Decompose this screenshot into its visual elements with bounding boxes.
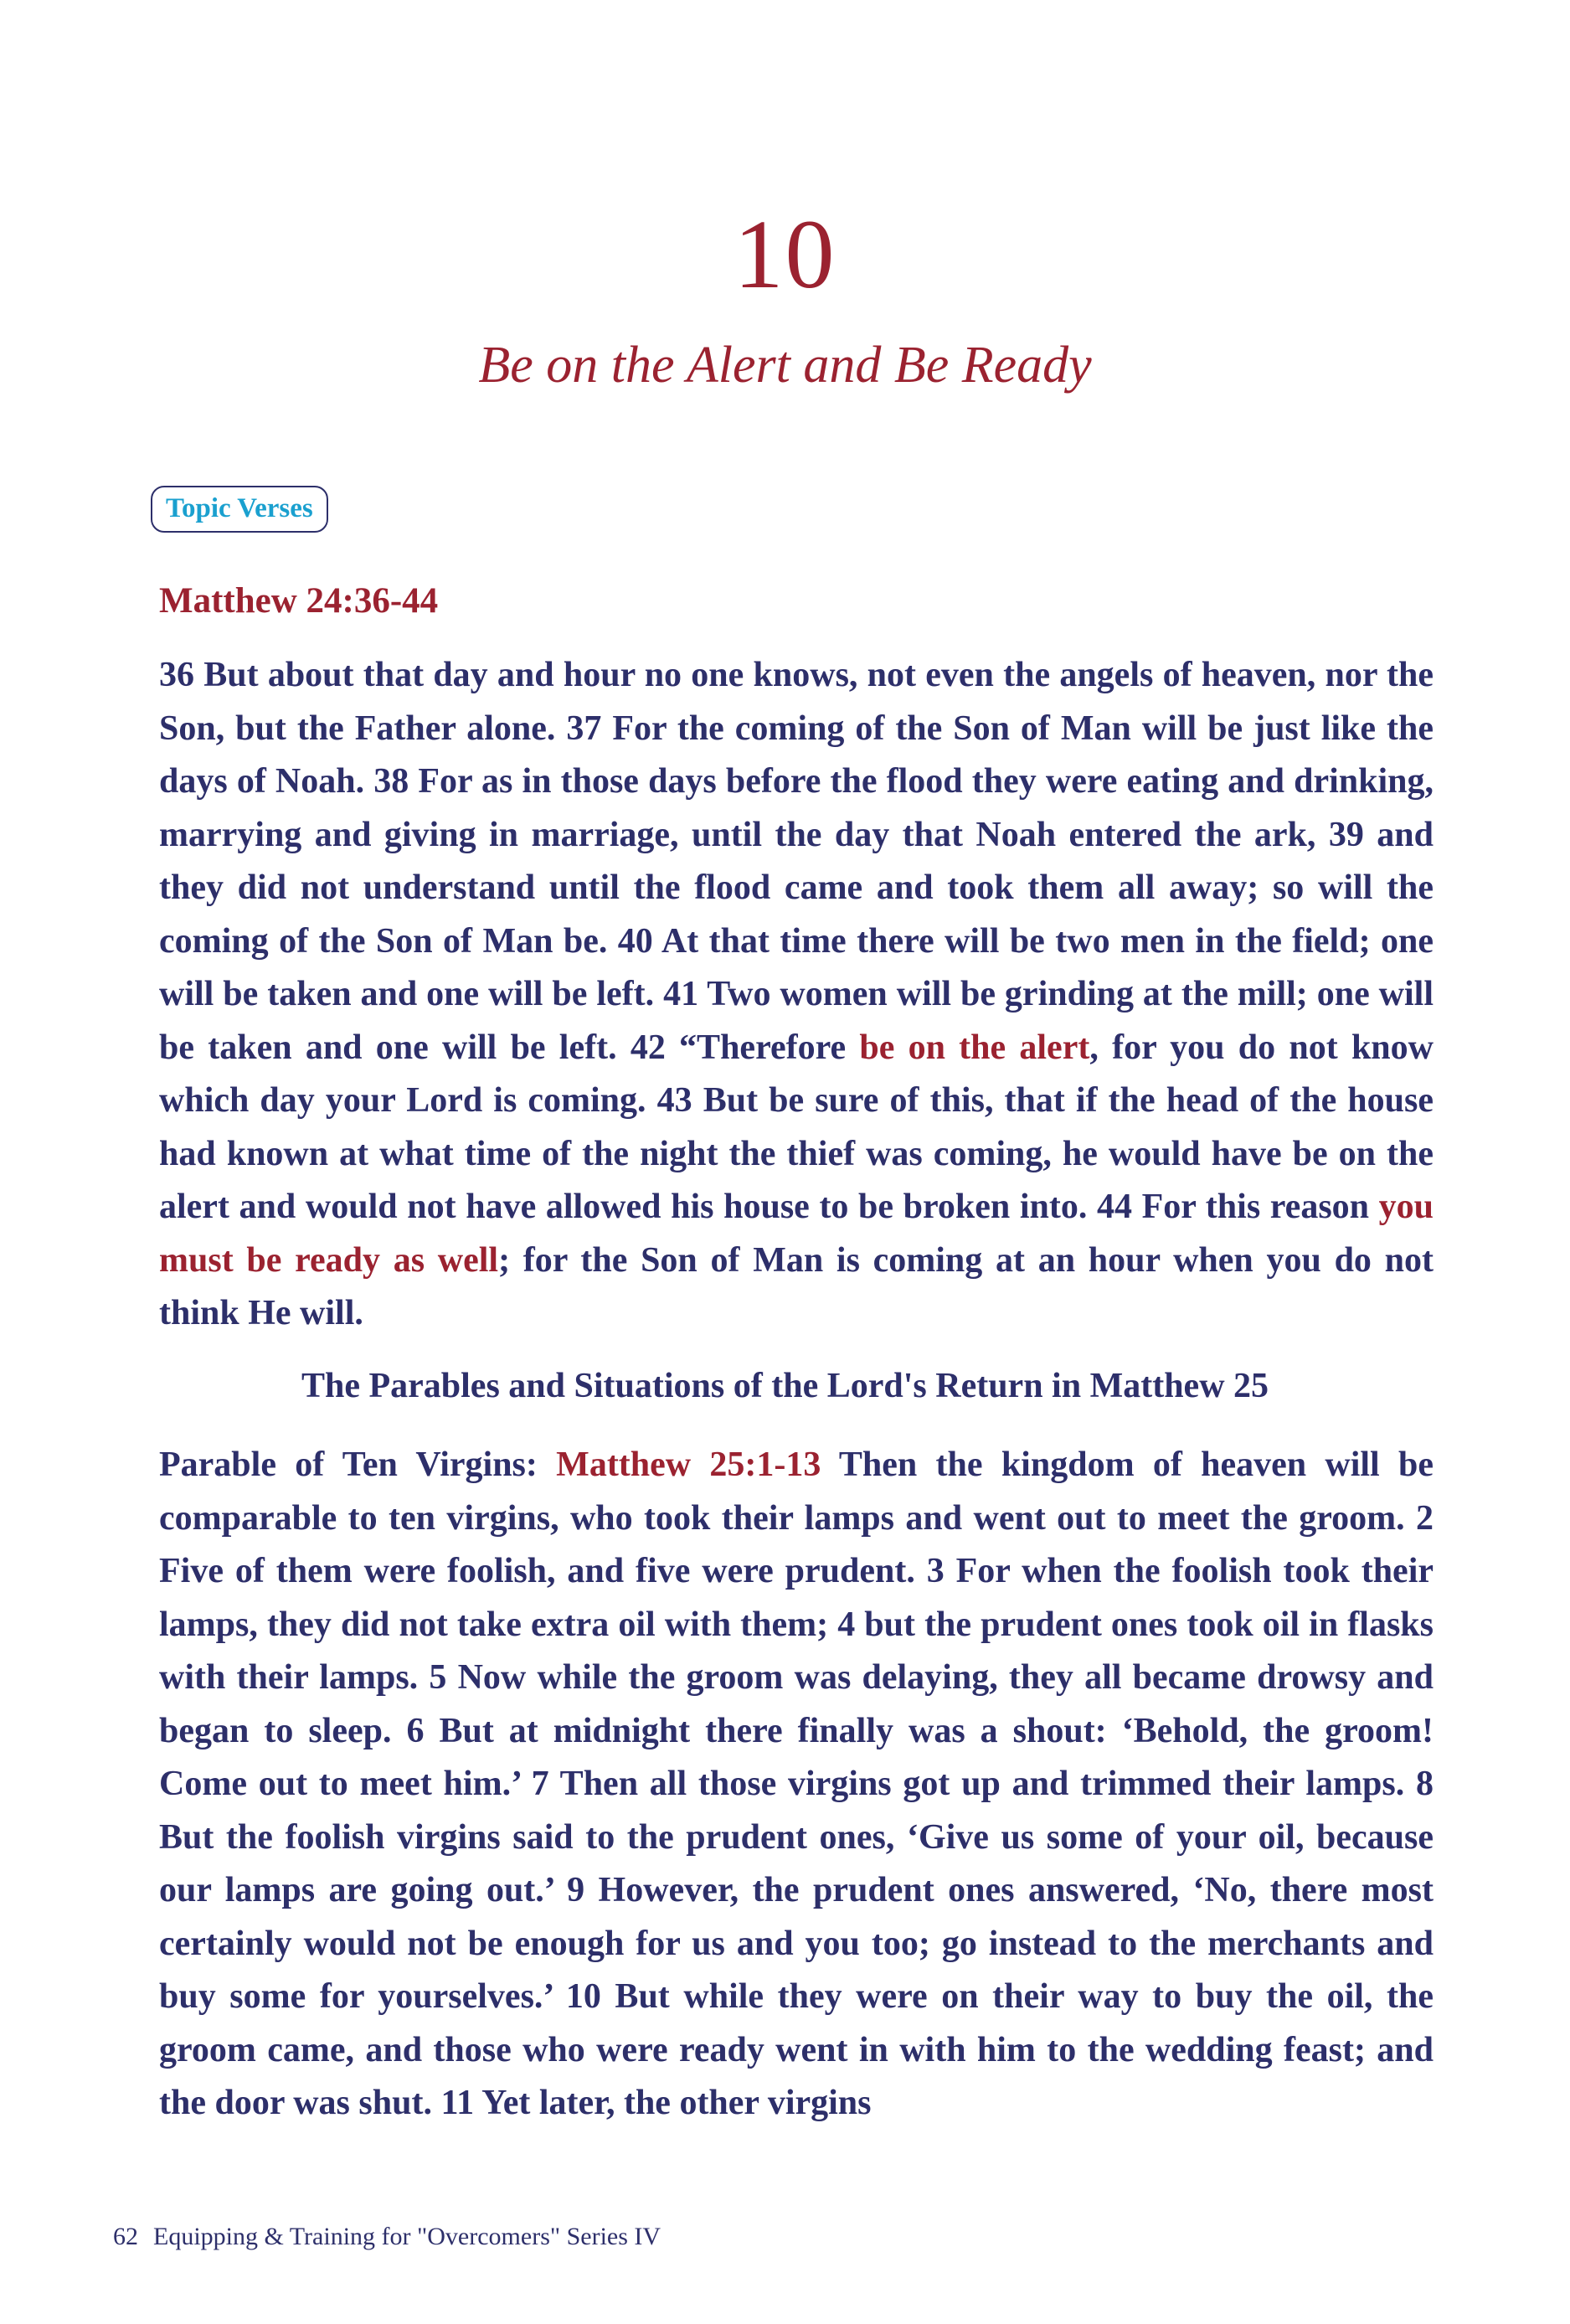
topic-verses-badge: Topic Verses — [151, 486, 328, 533]
page-number: 62 — [113, 2223, 138, 2250]
section-heading: The Parables and Situations of the Lord's Return in Matthew 25 — [301, 1367, 1269, 1405]
passage-text: ; for the Son of Man is coming at an hour when you do not think He will. — [159, 1240, 1434, 1332]
scripture-passage-matthew-25 — [159, 1439, 1434, 2131]
scripture-passage-matthew-24 — [159, 649, 1434, 1341]
highlight-be-on-the-alert: be on the alert — [859, 1028, 1090, 1067]
chapter-number: 10 — [734, 199, 836, 309]
series-title: Equipping & Training for "Overcomers" Series IV — [153, 2223, 661, 2250]
parable-label: Parable of Ten Virgins: — [159, 1445, 557, 1484]
passage-reference-heading: Matthew 24:36-44 — [159, 581, 439, 621]
highlight-be-ready: you must be ready as well — [159, 1188, 1434, 1280]
parable-reference: Matthew 25:1-13 — [556, 1445, 821, 1484]
chapter-title: Be on the Alert and Be Ready — [478, 337, 1092, 394]
page-footer — [113, 2222, 661, 2252]
passage-text: Then the kingdom of heaven will be comparable to ten virgins, who took their lamps and went out to meet the groom. 2 Five of them were foolish, and five were prudent. 3 For when the foolish took their lamps, they did not take extra oil with them; 4 but the prudent ones took oil in flasks with their lamps. 5 Now while the groom was delaying, they all became drowsy and began to sleep. 6 But at midnight there finally was a shout: ‘Behold, the groom! Come out to meet him.’ 7 Then all those virgins got up and trimmed their lamps. 8 But the foolish virgins said to the prudent ones, ‘Give us some of your oil, because our lamps are going out.’ 9 However, the prudent ones answered, ‘No, there most certainly would not be enough for us and you too; go instead to the merchants and buy some for yourselves.’ 10 But while they were on their way to buy the oil, the groom came, and those who were ready went in with him to the wedding feast; and the door was shut. 11 Yet later, the other virgins — [159, 1445, 1434, 2122]
passage-text: 36 But about that day and hour no one knows, not even the angels of heaven, nor the Son, but the Father alone. 37 For the coming of the Son of Man will be just like the days of Noah. 38 For as in those days before the flood they were eating and drinking, marrying and giving in marriage, until the day that Noah entered the ark, 39 and they did not understand until the flood came and took them all away; so will the coming of the Son of Man be. 40 At that time there will be two men in the field; one will be taken and one will be left. 41 Two women will be grinding at the mill; one will be taken and one will be left. 42 “Therefore — [159, 656, 1434, 1067]
passage-text: , for you do not know which day your Lord is coming. 43 But be sure of this, that if the head of the house had known at what time of the night the thief was coming, he would have be on the alert and would not have allowed his house to be broken into. 44 For this reason — [159, 1028, 1434, 1226]
